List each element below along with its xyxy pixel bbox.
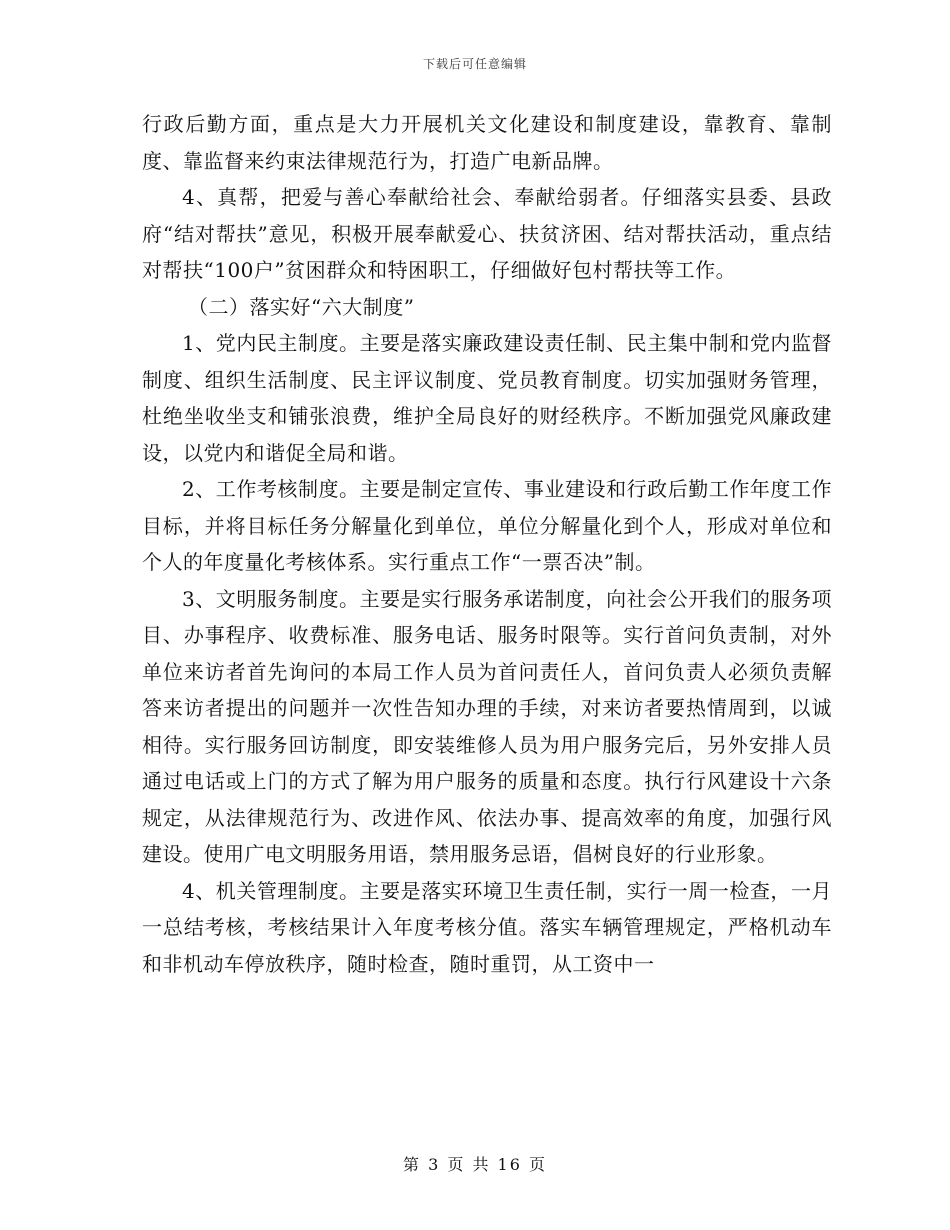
paragraph-party-democracy: 1、党内民主制度。主要是落实廉政建设责任制、民主集中制和党内监督制度、组织生活制度、民主评议制度、党员教育制度。切实加强财务管理，杜绝坐收坐支和铺张浪费，维护全局良好的财经秩序。不断加强党风廉政建设，以党内和谐促全局和谐。 <box>142 331 832 465</box>
paragraph-work-assessment: 2、工作考核制度。主要是制定宣传、事业建设和行政后勤工作年度工作目标，并将目标任务分解量化到单位，单位分解量化到个人，形成对单位和个人的年度量化考核体系。实行重点工作“一票否决”制。 <box>142 477 832 574</box>
paragraph-office-management: 4、机关管理制度。主要是落实环境卫生责任制，实行一周一检查，一月一总结考核，考核结果计入年度考核分值。落实车辆管理规定，严格机动车和非机动车停放秩序，随时检查，随时重罚，从工资中一 <box>142 878 832 976</box>
section-heading-six-systems: （二）落实好“六大制度” <box>188 294 415 319</box>
page-number-footer: 第 3 页 共 16 页 <box>403 1155 547 1174</box>
paragraph-civilized-service: 3、文明服务制度。主要是实行服务承诺制度，向社会公开我们的服务项目、办事程序、收费标准、服务电话、服务时限等。实行首问负责制，对外单位来访者首先询问的本局工作人员为首问责任人，首问负责人必须负责解答来访者提出的问题并一次性告知办理的手续，对来访者要热情周到，以诚相待。实行服务回访制度，即安装维修人员为用户服务完后，另外安排人员通过电话或上门的方式了解为用户服务的质量和态度。执行行风建设十六条规定，从法律规范行为、改进作风、依法办事、提高效率的角度，加强行风建设。使用广电文明服务用语，禁用服务忌语，倡树良好的行业形象。 <box>142 586 832 866</box>
paragraph-admin-logistics: 行政后勤方面，重点是大力开展机关文化建设和制度建设，靠教育、靠制度、靠监督来约束法律规范行为，打造广电新品牌。 <box>142 112 832 173</box>
paragraph-true-help: 4、真帮，把爱与善心奉献给社会、奉献给弱者。仔细落实县委、县政府“结对帮扶”意见，积极开展奉献爱心、扶贫济困、结对帮扶活动，重点结对帮扶“100户”贫困群众和特困职工，仔细做好包村帮扶等工作。 <box>142 185 832 282</box>
page-header: 下载后可任意编辑 <box>422 57 527 71</box>
document-body <box>142 106 832 982</box>
